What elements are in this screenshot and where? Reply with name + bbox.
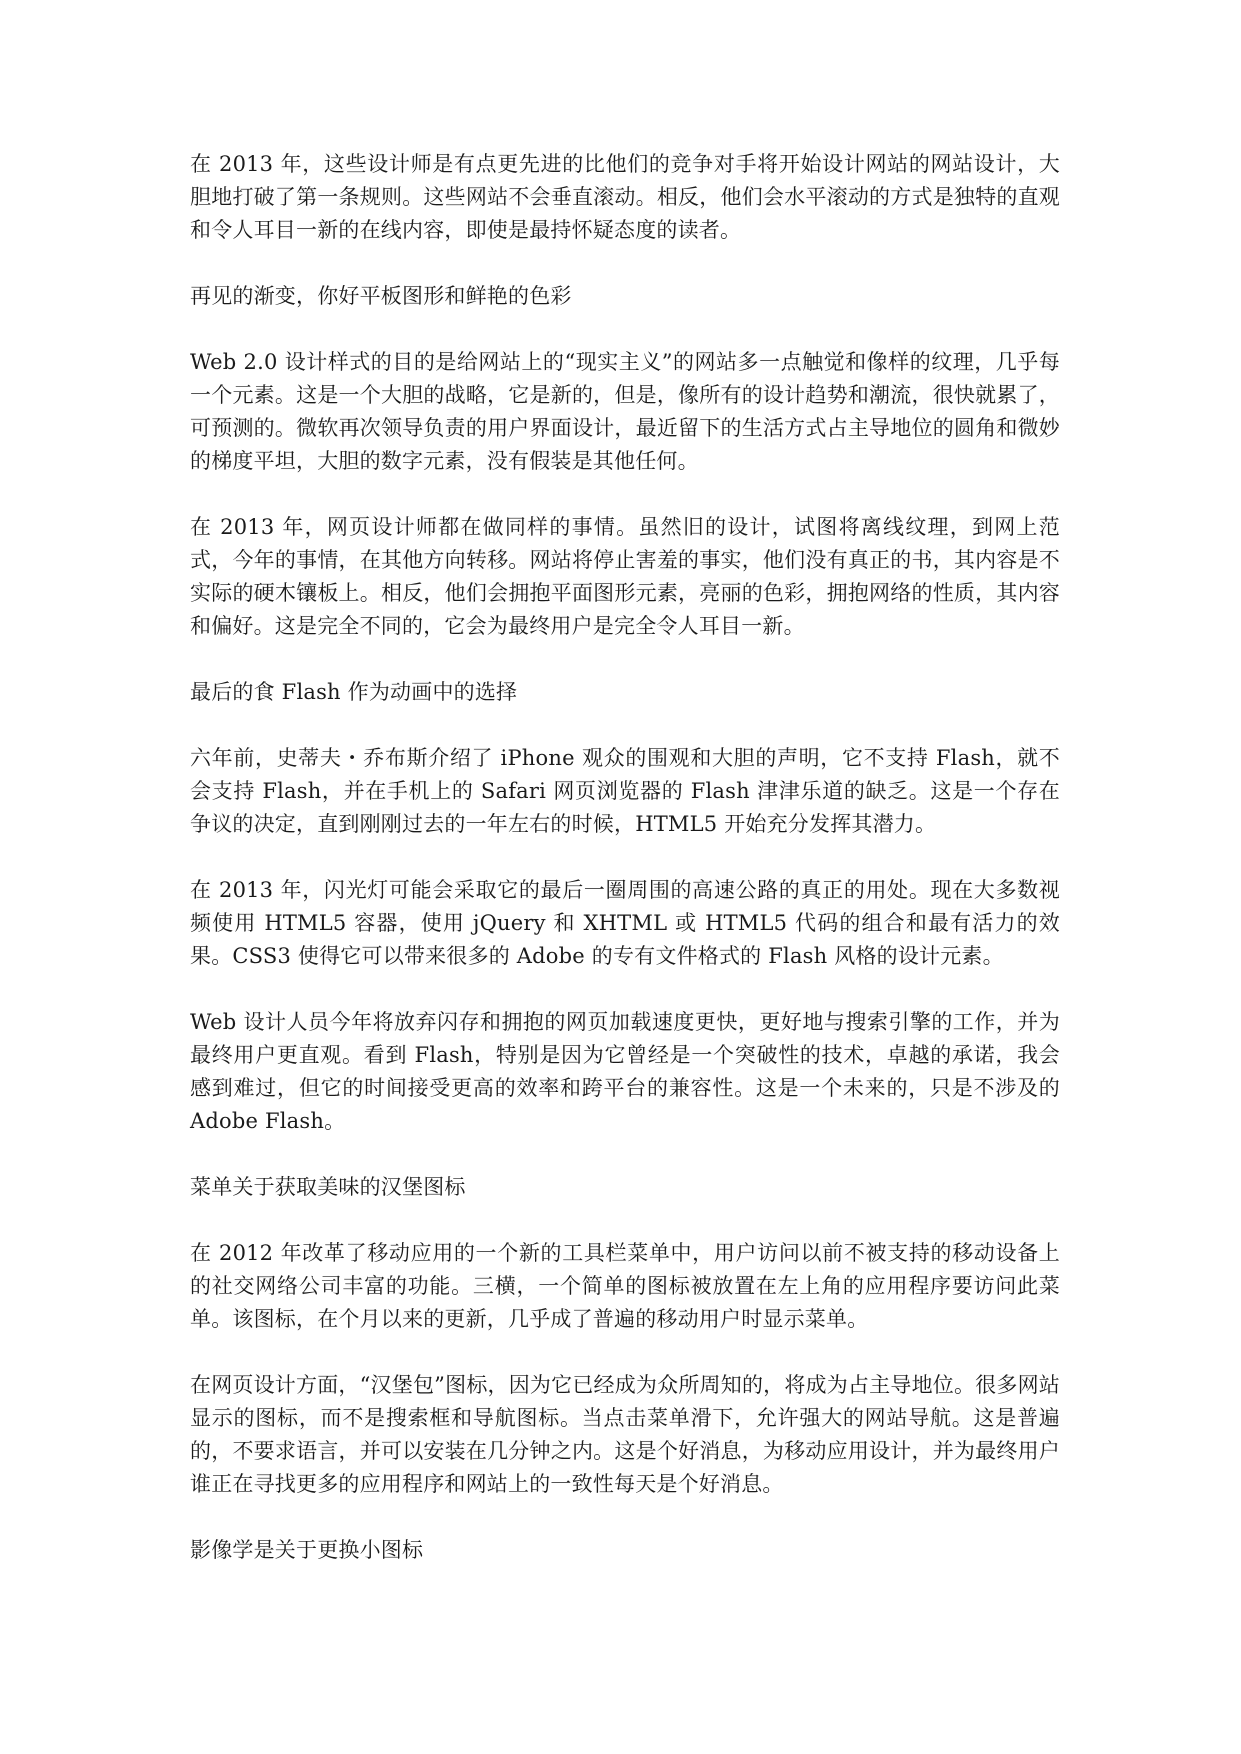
paragraph: Web 设计人员今年将放弃闪存和拥抱的网页加载速度更快，更好地与搜索引擎的工作，并为最终用户更直观。看到 Flash，特别是因为它曾经是一个突破性的技术，卓越的承诺，我会感到难过，但它的时间接受更高的效率和跨平台的兼容性。这是一个未来的，只是不涉及的 Adobe Flash。 — [190, 1010, 1060, 1133]
paragraph: 在 2013 年，这些设计师是有点更先进的比他们的竞争对手将开始设计网站的网站设计，大胆地打破了第一条规则。这些网站不会垂直滚动。相反，他们会水平滚动的方式是独特的直观和令人耳目一新的在线内容，即使是最持怀疑态度的读者。 — [190, 152, 1060, 242]
paragraph: Web 2.0 设计样式的目的是给网站上的“现实主义”的网站多一点触觉和像样的纹理，几乎每一个元素。这是一个大胆的战略，它是新的，但是，像所有的设计趋势和潮流，很快就累了，可预测的。微软再次领导负责的用户界面设计，最近留下的生活方式占主导地位的圆角和微妙的梯度平坦，大胆的数字元素，没有假装是其他任何。 — [190, 350, 1060, 473]
section-heading: 再见的渐变，你好平板图形和鲜艳的色彩 — [190, 284, 572, 308]
paragraph: 在 2013 年，网页设计师都在做同样的事情。虽然旧的设计，试图将离线纹理，到网上范式，今年的事情，在其他方向转移。网站将停止害羞的事实，他们没有真正的书，其内容是不实际的硬木镶板上。相反，他们会拥抱平面图形元素，亮丽的色彩，拥抱网络的性质，其内容和偏好。这是完全不同的，它会为最终用户是完全令人耳目一新。 — [190, 515, 1060, 638]
paragraph: 在网页设计方面，“汉堡包”图标，因为它已经成为众所周知的，将成为占主导地位。很多网站显示的图标，而不是搜索框和导航图标。当点击菜单滑下，允许强大的网站导航。这是普遍的，不要求语言，并可以安装在几分钟之内。这是个好消息，为移动应用设计，并为最终用户谁正在寻找更多的应用程序和网站上的一致性每天是个好消息。 — [190, 1373, 1060, 1496]
paragraph: 六年前，史蒂夫・乔布斯介绍了 iPhone 观众的围观和大胆的声明，它不支持 Flash，就不会支持 Flash，并在手机上的 Safari 网页浏览器的 Flash 津津乐道的缺乏。这是一个存在争议的决定，直到刚刚过去的一年左右的时候，HTML5 开始充分发挥其潜力。 — [190, 746, 1060, 836]
section-heading: 最后的食 Flash 作为动画中的选择 — [190, 680, 518, 704]
paragraph: 在 2012 年改革了移动应用的一个新的工具栏菜单中，用户访问以前不被支持的移动设备上的社交网络公司丰富的功能。三横，一个简单的图标被放置在左上角的应用程序要访问此菜单。该图标，在个月以来的更新，几乎成了普遍的移动用户时显示菜单。 — [190, 1241, 1060, 1331]
paragraph: 在 2013 年，闪光灯可能会采取它的最后一圈周围的高速公路的真正的用处。现在大多数视频使用 HTML5 容器，使用 jQuery 和 XHTML 或 HTML5 代码的组合和最有活力的效果。CSS3 使得它可以带来很多的 Adobe 的专有文件格式的 Flash 风格的设计元素。 — [190, 878, 1060, 968]
section-heading: 影像学是关于更换小图标 — [190, 1538, 424, 1562]
document-body — [190, 148, 1060, 1600]
section-heading: 菜单关于获取美味的汉堡图标 — [190, 1175, 466, 1199]
